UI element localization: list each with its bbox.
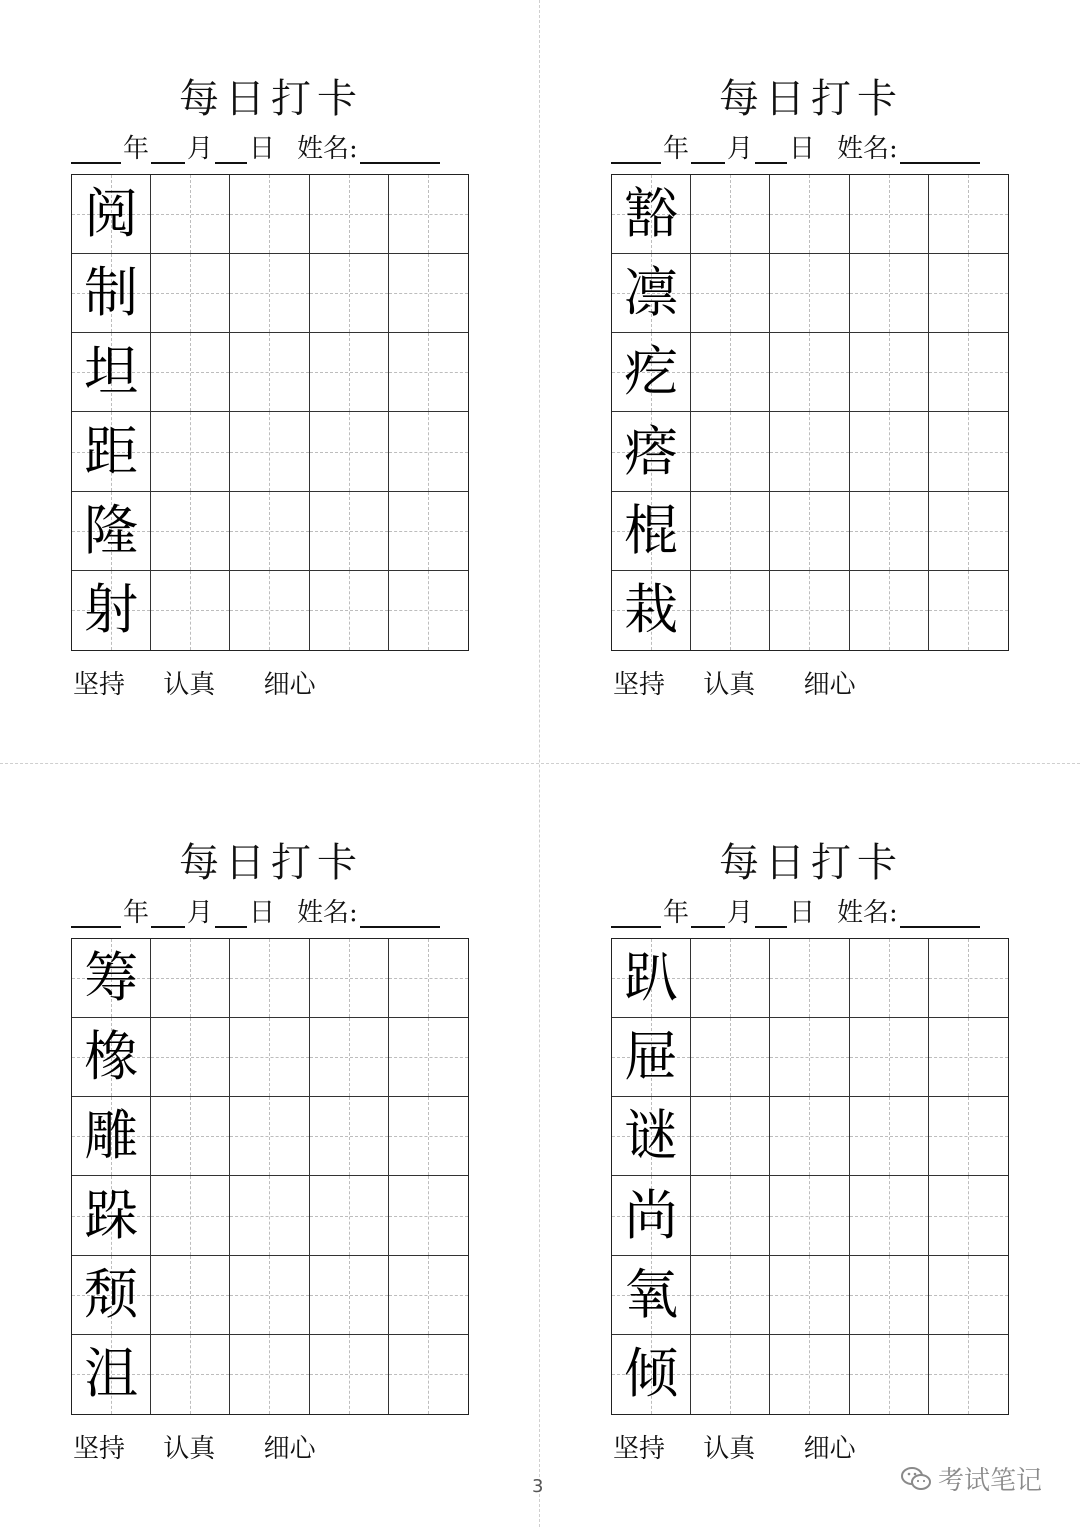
motto-persist: 坚持 [73, 670, 126, 700]
model-character: 屉 [624, 1025, 679, 1089]
writing-grid [611, 938, 1009, 1415]
practice-cell[interactable] [230, 1335, 309, 1414]
practice-cell[interactable] [929, 492, 1008, 571]
model-character: 跺 [84, 1183, 139, 1247]
practice-cell[interactable] [310, 1018, 389, 1097]
model-character-cell [72, 571, 151, 650]
practice-cell[interactable] [230, 254, 309, 333]
practice-cell[interactable] [929, 939, 1008, 1018]
motto-serious: 认真 [163, 1434, 216, 1464]
watermark-text: 考试笔记 [938, 1466, 1043, 1496]
practice-cell[interactable] [389, 333, 468, 412]
name-label: 姓名: [837, 134, 898, 164]
practice-cell[interactable] [230, 412, 309, 491]
practice-cell[interactable] [850, 492, 929, 571]
practice-cell[interactable] [929, 175, 1008, 254]
model-character: 豁 [624, 182, 679, 246]
name-label: 姓名: [297, 134, 358, 164]
practice-cell[interactable] [691, 939, 770, 1018]
practice-cell[interactable] [151, 175, 230, 254]
name-blank[interactable] [360, 136, 440, 164]
day-blank[interactable] [215, 900, 247, 928]
motto-careful: 细心 [803, 1434, 856, 1464]
model-character-cell [612, 571, 691, 650]
motto-careful: 细心 [263, 670, 316, 700]
day-blank[interactable] [215, 136, 247, 164]
model-character-cell [612, 939, 691, 1018]
practice-cell[interactable] [230, 571, 309, 650]
writing-grid [611, 174, 1009, 651]
practice-cell[interactable] [389, 254, 468, 333]
practice-cell[interactable] [389, 1176, 468, 1255]
practice-cell[interactable] [691, 333, 770, 412]
practice-cell[interactable] [929, 412, 1008, 491]
practice-cell[interactable] [929, 571, 1008, 650]
practice-cell[interactable] [850, 1335, 929, 1414]
practice-cell[interactable] [310, 1335, 389, 1414]
wechat-icon [900, 1465, 932, 1493]
model-character-cell [72, 1335, 151, 1414]
model-character: 颓 [84, 1262, 139, 1326]
practice-cell[interactable] [850, 1018, 929, 1097]
model-character-cell [612, 1018, 691, 1097]
month-label: 月 [187, 134, 214, 164]
model-character: 倾 [624, 1342, 679, 1406]
motto-serious: 认真 [703, 1434, 756, 1464]
day-label: 日 [249, 898, 276, 928]
model-character: 瘩 [624, 419, 679, 483]
checkin-card-2 [611, 0, 1011, 700]
practice-cell[interactable] [230, 1018, 309, 1097]
practice-cell[interactable] [850, 939, 929, 1018]
practice-cell[interactable] [850, 412, 929, 491]
year-blank[interactable] [611, 900, 661, 928]
practice-cell[interactable] [691, 175, 770, 254]
name-blank[interactable] [900, 900, 980, 928]
model-character: 隆 [84, 498, 139, 562]
practice-cell[interactable] [770, 333, 849, 412]
practice-cell[interactable] [230, 492, 309, 571]
practice-cell[interactable] [770, 1335, 849, 1414]
practice-cell[interactable] [929, 1256, 1008, 1335]
day-label: 日 [249, 134, 276, 164]
practice-cell[interactable] [310, 571, 389, 650]
model-character-cell [612, 254, 691, 333]
model-character-cell [72, 333, 151, 412]
practice-cell[interactable] [850, 254, 929, 333]
practice-cell[interactable] [691, 1335, 770, 1414]
practice-cell[interactable] [151, 1018, 230, 1097]
year-label: 年 [123, 898, 150, 928]
practice-cell[interactable] [389, 1097, 468, 1176]
model-character: 栽 [624, 578, 679, 642]
model-character: 疙 [624, 340, 679, 404]
motto-serious: 认真 [163, 670, 216, 700]
motto [613, 1428, 856, 1465]
practice-cell[interactable] [770, 939, 849, 1018]
practice-cell[interactable] [850, 1176, 929, 1255]
day-blank[interactable] [755, 136, 787, 164]
practice-cell[interactable] [151, 1097, 230, 1176]
model-character-cell [612, 1335, 691, 1414]
date-name-line [611, 894, 1011, 928]
model-character: 坦 [84, 340, 139, 404]
practice-cell[interactable] [389, 1256, 468, 1335]
model-character-cell [72, 1176, 151, 1255]
practice-cell[interactable] [929, 333, 1008, 412]
model-character-cell [612, 1256, 691, 1335]
motto-careful: 细心 [263, 1434, 316, 1464]
practice-cell[interactable] [770, 175, 849, 254]
practice-cell[interactable] [929, 1176, 1008, 1255]
motto-careful: 细心 [803, 670, 856, 700]
motto [73, 1428, 316, 1465]
practice-cell[interactable] [151, 1176, 230, 1255]
motto-serious: 认真 [703, 670, 756, 700]
practice-cell[interactable] [310, 492, 389, 571]
practice-cell[interactable] [230, 333, 309, 412]
practice-cell[interactable] [850, 571, 929, 650]
practice-cell[interactable] [151, 333, 230, 412]
name-blank[interactable] [360, 900, 440, 928]
motto-persist: 坚持 [613, 1434, 666, 1464]
year-blank[interactable] [71, 900, 121, 928]
practice-cell[interactable] [230, 175, 309, 254]
month-blank[interactable] [151, 136, 185, 164]
practice-cell[interactable] [389, 492, 468, 571]
month-blank[interactable] [691, 136, 725, 164]
practice-cell[interactable] [850, 1256, 929, 1335]
practice-cell[interactable] [770, 492, 849, 571]
card-title: 每日打卡 [179, 76, 363, 122]
model-character: 凛 [624, 261, 679, 325]
practice-cell[interactable] [151, 1256, 230, 1335]
model-character-cell [612, 412, 691, 491]
practice-cell[interactable] [230, 1097, 309, 1176]
model-character-cell [72, 1018, 151, 1097]
model-character: 谜 [624, 1104, 679, 1168]
model-character-cell [72, 492, 151, 571]
practice-cell[interactable] [770, 1018, 849, 1097]
year-blank[interactable] [611, 136, 661, 164]
page-number: 3 [532, 1476, 544, 1497]
practice-cell[interactable] [310, 175, 389, 254]
model-character-cell [612, 175, 691, 254]
day-label: 日 [789, 898, 816, 928]
model-character: 棍 [624, 498, 679, 562]
practice-cell[interactable] [850, 1097, 929, 1176]
date-name-line [611, 130, 1011, 164]
model-character: 橡 [84, 1025, 139, 1089]
model-character-cell [612, 1176, 691, 1255]
practice-cell[interactable] [151, 412, 230, 491]
month-label: 月 [727, 898, 754, 928]
practice-cell[interactable] [850, 175, 929, 254]
practice-cell[interactable] [691, 571, 770, 650]
model-character-cell [72, 1097, 151, 1176]
day-label: 日 [789, 134, 816, 164]
practice-cell[interactable] [389, 412, 468, 491]
practice-cell[interactable] [691, 254, 770, 333]
year-blank[interactable] [71, 136, 121, 164]
practice-cell[interactable] [389, 939, 468, 1018]
model-character-cell [72, 1256, 151, 1335]
practice-cell[interactable] [691, 1097, 770, 1176]
checkin-card-1 [71, 0, 471, 700]
year-label: 年 [663, 134, 690, 164]
model-character-cell [72, 254, 151, 333]
model-character-cell [612, 1097, 691, 1176]
practice-cell[interactable] [230, 1256, 309, 1335]
motto-persist: 坚持 [613, 670, 666, 700]
practice-cell[interactable] [929, 1097, 1008, 1176]
model-character: 尚 [624, 1183, 679, 1247]
model-character: 筹 [84, 946, 139, 1010]
checkin-card-3 [71, 764, 471, 1464]
practice-cell[interactable] [770, 571, 849, 650]
practice-cell[interactable] [151, 1335, 230, 1414]
practice-cell[interactable] [230, 939, 309, 1018]
practice-cell[interactable] [151, 939, 230, 1018]
practice-cell[interactable] [389, 175, 468, 254]
practice-cell[interactable] [929, 1335, 1008, 1414]
practice-cell[interactable] [151, 571, 230, 650]
practice-cell[interactable] [770, 1097, 849, 1176]
practice-cell[interactable] [770, 1256, 849, 1335]
card-title: 每日打卡 [179, 840, 363, 886]
practice-cell[interactable] [151, 492, 230, 571]
practice-cell[interactable] [389, 571, 468, 650]
practice-cell[interactable] [151, 254, 230, 333]
card-title: 每日打卡 [719, 76, 903, 122]
practice-cell[interactable] [770, 412, 849, 491]
practice-cell[interactable] [230, 1176, 309, 1255]
practice-cell[interactable] [691, 412, 770, 491]
practice-cell[interactable] [310, 1256, 389, 1335]
model-character: 氧 [624, 1262, 679, 1326]
model-character: 制 [84, 261, 139, 325]
watermark [900, 1460, 1042, 1497]
model-character: 趴 [624, 946, 679, 1010]
month-label: 月 [187, 898, 214, 928]
model-character: 雕 [84, 1104, 139, 1168]
date-name-line [71, 130, 471, 164]
practice-cell[interactable] [310, 1176, 389, 1255]
practice-cell[interactable] [310, 333, 389, 412]
practice-cell[interactable] [770, 254, 849, 333]
name-label: 姓名: [837, 898, 898, 928]
motto-persist: 坚持 [73, 1434, 126, 1464]
practice-cell[interactable] [310, 1097, 389, 1176]
day-blank[interactable] [755, 900, 787, 928]
motto [73, 664, 316, 701]
card-title: 每日打卡 [719, 840, 903, 886]
name-blank[interactable] [900, 136, 980, 164]
month-label: 月 [727, 134, 754, 164]
practice-cell[interactable] [929, 1018, 1008, 1097]
practice-cell[interactable] [310, 939, 389, 1018]
model-character: 射 [84, 578, 139, 642]
model-character-cell [72, 939, 151, 1018]
year-label: 年 [123, 134, 150, 164]
practice-cell[interactable] [691, 1018, 770, 1097]
name-label: 姓名: [297, 898, 358, 928]
writing-grid [71, 174, 469, 651]
model-character: 阅 [84, 182, 139, 246]
checkin-card-4 [611, 764, 1011, 1464]
practice-cell[interactable] [389, 1018, 468, 1097]
model-character-cell [72, 412, 151, 491]
practice-cell[interactable] [691, 492, 770, 571]
practice-cell[interactable] [850, 333, 929, 412]
model-character-cell [612, 492, 691, 571]
year-label: 年 [663, 898, 690, 928]
model-character-cell [72, 175, 151, 254]
practice-cell[interactable] [389, 1335, 468, 1414]
model-character-cell [612, 333, 691, 412]
practice-cell[interactable] [310, 412, 389, 491]
model-character: 距 [84, 419, 139, 483]
writing-grid [71, 938, 469, 1415]
month-blank[interactable] [691, 900, 725, 928]
practice-cell[interactable] [770, 1176, 849, 1255]
practice-cell[interactable] [310, 254, 389, 333]
month-blank[interactable] [151, 900, 185, 928]
date-name-line [71, 894, 471, 928]
practice-cell[interactable] [929, 254, 1008, 333]
practice-cell[interactable] [691, 1176, 770, 1255]
model-character: 沮 [84, 1342, 139, 1406]
practice-cell[interactable] [691, 1256, 770, 1335]
motto [613, 664, 856, 701]
